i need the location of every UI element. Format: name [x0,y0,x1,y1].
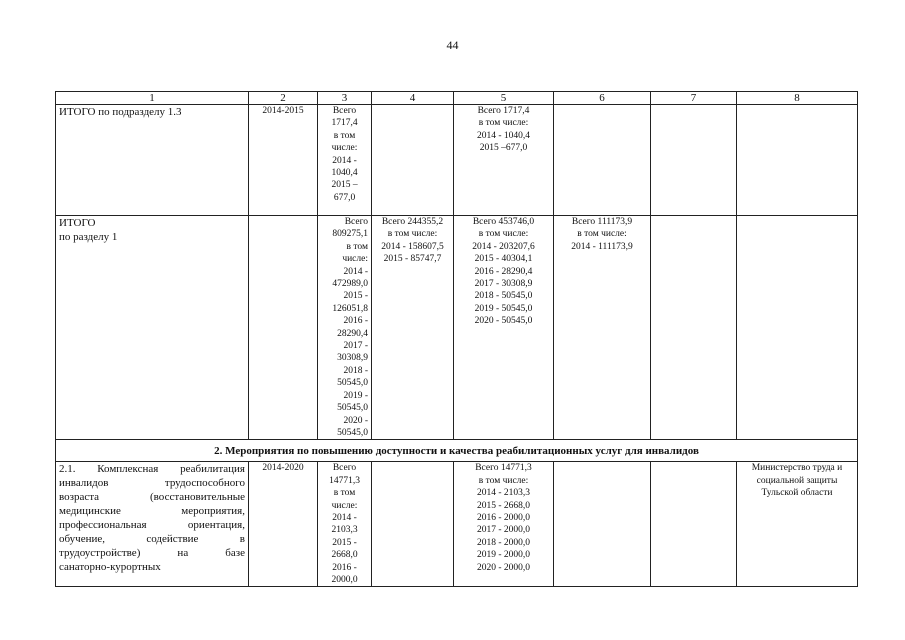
cell-line: ИТОГО [59,217,96,229]
cell-line: трудоустройстве) на базе [59,547,245,560]
cell-line: Всего 111173,9 [571,217,633,227]
col6-cell [554,105,651,216]
cell-line: Всего [332,106,357,116]
row-label-cell [56,216,249,440]
row-label-cell [56,462,249,587]
cell-line: инвалидов трудоспособного [59,477,245,490]
cell-line: в том числе: [478,475,529,486]
header-col-8: 8 [737,92,858,105]
cell-line: 2018 - 50545,0 [474,291,533,302]
cell-line: 2020 - [343,415,368,426]
cell-line: медицинские мероприятия, [59,505,245,518]
cell-line: 2000,0 [331,574,358,585]
cell-line: 2016 - 28290,4 [474,266,533,277]
cell-line: Всего [332,463,357,474]
cell-line: 2015 - [343,291,368,302]
cell-line: 2014 - [332,512,357,523]
regional-budget-cell [454,462,554,587]
cell-line: 677,0 [333,192,356,203]
cell-line: 2015 - 2668,0 [476,500,531,511]
cell-line: 50545,0 [337,403,368,414]
cell-line: 30308,9 [337,353,368,364]
cell-line: 2014-2020 [262,463,304,474]
cell-line: 2017 - 2000,0 [476,525,531,536]
cell-line: санаторно-курортных [59,561,161,574]
cell-line: возраста (восстановительные [59,491,245,504]
cell-line: в том [333,130,356,141]
total-cell [318,216,372,440]
cell-line: 2015 – [331,180,358,191]
cell-line: 14771,3 [329,475,360,486]
cell-line: 2020 - 50545,0 [474,316,533,327]
cell-line: Всего [344,217,368,227]
cell-line: 2014 - 203207,6 [472,241,535,252]
cell-line: 1040,4 [331,168,358,179]
cell-line: числе: [331,500,358,511]
cell-line: 2018 - 2000,0 [476,537,531,548]
section-row [56,440,858,462]
cell-line: 2014 - 1040,4 [476,130,531,141]
cell-line: 2019 - 2000,0 [476,550,531,561]
cell-line: 2019 - 50545,0 [474,303,533,314]
row-label-cell [56,105,249,216]
col7-cell [651,462,737,587]
cell-line: 2014 - 111173,9 [571,241,633,252]
cell-line: 2668,0 [331,550,358,561]
cell-line: 2014-2015 [262,106,304,116]
cell-line: обучение, содействие в [59,533,245,546]
header-col-1: 1 [56,92,249,105]
col6-cell [554,462,651,587]
period-cell [249,105,318,216]
responsible-cell [737,462,858,587]
header-col-3: 3 [318,92,372,105]
cell-line: 2020 - 2000,0 [476,562,531,573]
table-row [56,105,858,216]
cell-line: 809275,1 [332,229,368,240]
col6-cell [554,216,651,440]
header-col-6: 6 [554,92,651,105]
period-cell [249,462,318,587]
cell-line: числе: [342,254,368,265]
cell-line: 2018 - [343,365,368,376]
cell-line: Всего 1717,4 [477,106,530,116]
col7-cell [651,105,737,216]
page-number: 44 [446,38,459,52]
cell-line: 2015 - [332,537,357,548]
cell-line: Всего 453746,0 [472,217,535,227]
cell-line: по разделу 1 [59,231,118,243]
cell-line: 126051,8 [332,303,368,314]
table-row [56,216,858,440]
cell-line: 2.1. Комплексная реабилитация [59,463,245,476]
cell-line: 28290,4 [337,328,368,339]
federal-budget-cell [372,216,454,440]
cell-line: 2014 - [343,266,368,277]
cell-line: 2015 - 85747,7 [383,254,442,265]
regional-budget-cell [454,216,554,440]
cell-line: в том числе: [387,229,438,240]
cell-line: в том числе: [478,118,529,129]
regional-budget-cell [454,105,554,216]
federal-budget-cell [372,462,454,587]
cell-line: 2014 - [332,155,357,166]
cell-line: в том числе: [478,229,529,240]
cell-line: ИТОГО по подразделу 1.3 [59,106,182,118]
cell-line: 2015 –677,0 [479,143,528,154]
header-col-7: 7 [651,92,737,105]
header-col-5: 5 [454,92,554,105]
cell-line: 2014 - 158607,5 [381,241,444,252]
cell-line: в том [346,241,368,252]
cell-line: 2017 - [343,341,368,352]
cell-line: 2016 - 2000,0 [476,512,531,523]
cell-line: в том числе: [577,229,627,240]
cell-line: 50545,0 [337,427,368,438]
responsible-cell [737,216,858,440]
cell-line: 2016 - [332,562,357,573]
section-title: 2. Мероприятия по повышению доступности и качества реабилитационных услуг для инвалидов [56,440,858,462]
cell-line: Всего 14771,3 [475,463,532,474]
cell-line: в том [333,488,356,499]
total-cell [318,462,372,587]
cell-line: 1717,4 [331,118,358,129]
period-cell [249,216,318,440]
cell-line: 2017 - 30308,9 [474,279,533,290]
cell-line: 2016 - [343,316,368,327]
cell-line: 472989,0 [332,279,368,290]
cell-line: 50545,0 [337,378,368,389]
cell-line: Всего 244355,2 [381,217,444,227]
cell-line: профессиональная ориентация, [59,519,245,532]
cell-line: социальной защиты [756,475,838,486]
cell-line: Тульской области [761,488,833,499]
total-cell [318,105,372,216]
cell-line: числе: [331,143,358,154]
header-col-2: 2 [249,92,318,105]
header-row [56,92,858,105]
cell-line: 2103,3 [331,525,358,536]
program-table [55,91,858,587]
federal-budget-cell [372,105,454,216]
cell-line: 2015 - 40304,1 [474,254,533,265]
cell-line: 2019 - [343,390,368,401]
cell-line: 2014 - 2103,3 [476,488,531,499]
cell-line: Министерство труда и [751,463,843,474]
table-row [56,462,858,587]
header-col-4: 4 [372,92,454,105]
responsible-cell [737,105,858,216]
col7-cell [651,216,737,440]
